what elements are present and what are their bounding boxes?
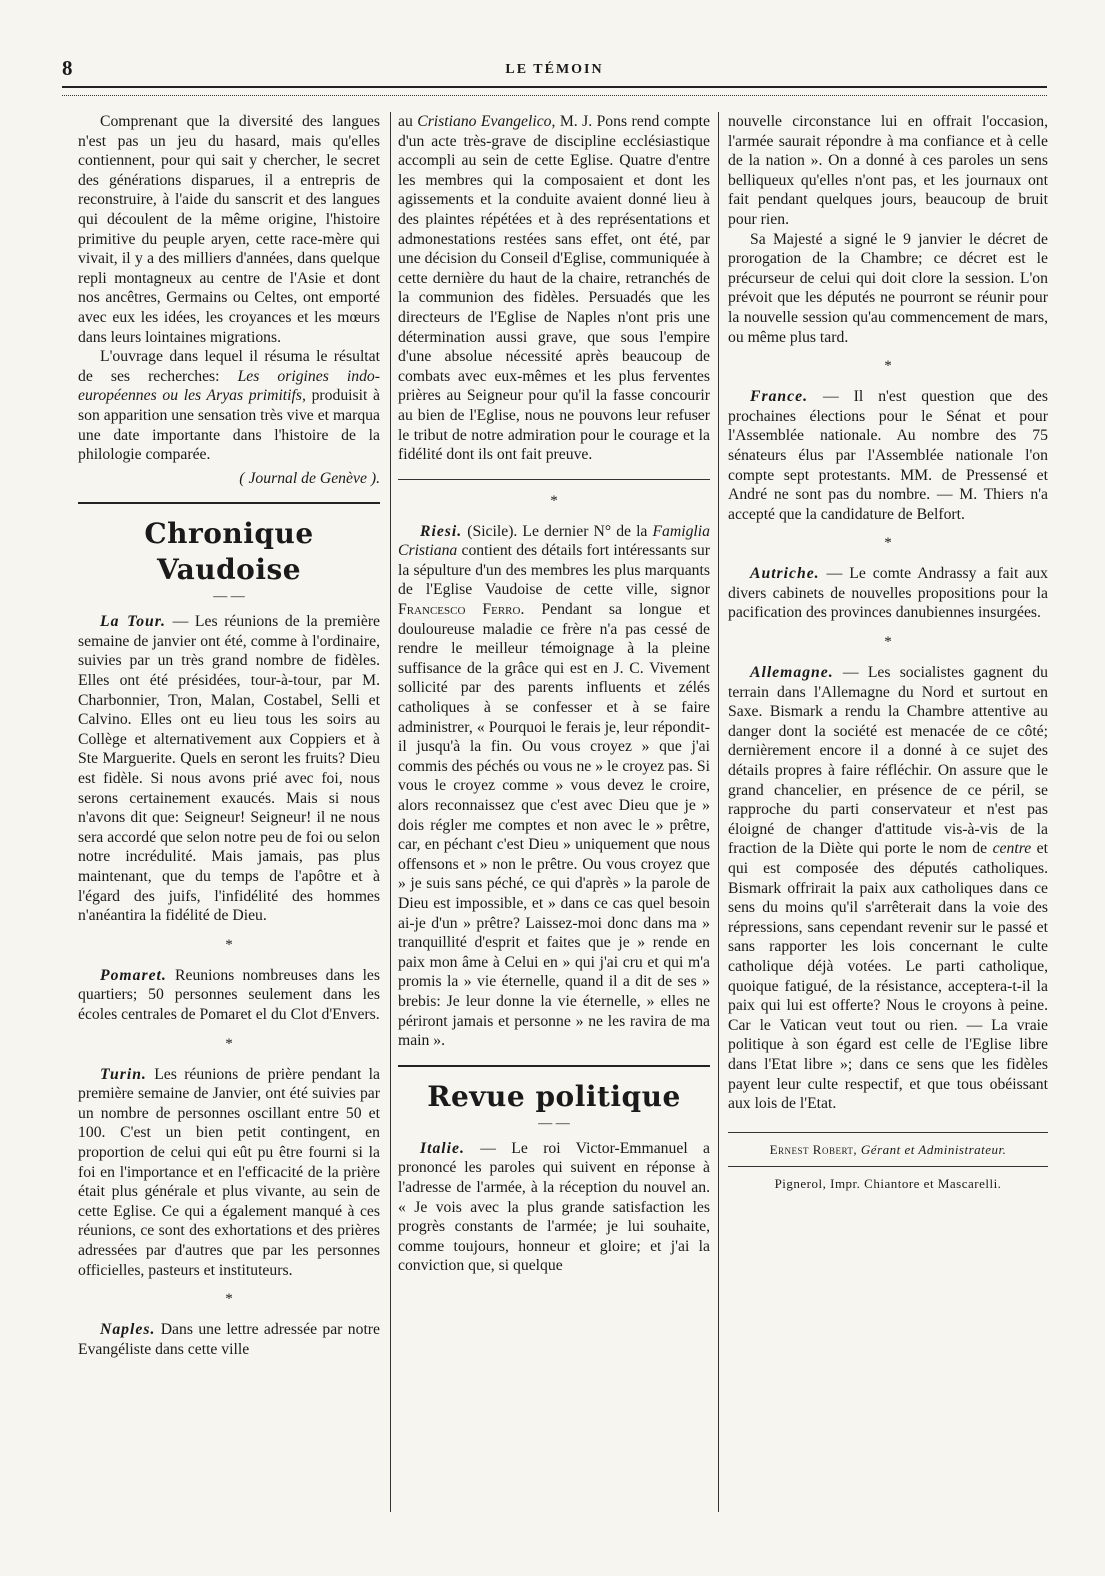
separator-star: *: [550, 492, 558, 509]
section-heading: Revue politique: [427, 1079, 681, 1113]
news-item: [398, 1139, 710, 1276]
text-run: Les réunions de prière pendant la première semaine de Janvier, ont été suivies par un nombre de personnes oscillant entre 50 et 100. C'est un bien petit contingent, en proportion de celui qui eût pu être fourni si la foi en l'importance et en l'efficacité de la prière était plus générale et plus vivante, au sein de cette Eglise. Ce qui a également manqué à ces réunions, ce sont des exhortations et des prières adressées par d'autres que par les personnes officielles, pasteurs et instituteurs.: [78, 1065, 380, 1279]
intro-paragraph: [78, 347, 380, 465]
news-item: [78, 1065, 380, 1281]
section-rule: [398, 479, 710, 480]
text-run: — Les socialistes gagnent du terrain dans l'Allemagne du Nord et surtout en Saxe. Bismark a rendu la Chambre attentive au danger dont la société est menacée de ce côté; dernièrement encore il a donné à ce sujet des détails propres à faire réfléchir. On assure que le grand chancelier, en présence de ce péril, se rapproche du parti conservateur et n'est pas éloigné de changer d'attitude vis-à-vis de la fraction de la Diète qui porte le nom de: [728, 664, 1048, 858]
country-keyword: France.: [750, 388, 808, 406]
journal-title: Famiglia Cristiana: [398, 522, 710, 560]
news-item: [728, 564, 1048, 623]
country-keyword: Autriche.: [750, 565, 820, 583]
column-3: [728, 112, 1048, 1192]
text-run: — Les réunions de la première semaine de janvier ont été, comme à l'ordinaire, suivies par un très grand nombre de fidèles. Elles ont été présidées, tour-à-tour, par M. Charbonnier, Tron, Malan, Costabel, Selli et Calvino. Elles ont eu lieu tous les soirs au Collège et alternativement aux Coppiers et à Ste Marguerite. Quels en seront les fruits? Dieu est fidèle. Si nous avons prié avec foi, nous serons certainement exaucés. Mais si nous n'avons dit que: Seigneur! Seigneur! il ne nous sera accordé que selon notre peu de foi ou selon notre incrédulité. Mais jamais, pas plus maintenant, que du temps de l'apôtre et à l'égard des juifs, l'infidélité des hommes n'anéantira la fidélité de Dieu.: [78, 613, 381, 925]
place-keyword: Turin.: [100, 1065, 147, 1083]
intro-paragraph: Comprenant que la diversité des langues n'est pas un jeu du hasard, mais qu'elles contiennent, pour qui sait y chercher, le secret des générations disparues, il a entrepris de reconstruire, à l'aide du sanscrit et des langues qui découlent de la même origine, l'histoire primitive du peuple aryen, cette race-mère qui vivait, il y a des milliers d'années, dans quelque repli montagneux au centre de l'Asie et dont nos ancêtres, Germains ou Celtes, ont emporté avec eux les idées, les croyances et les mœurs dans leurs lointaines migrations.: [78, 113, 380, 346]
place-keyword: Riesi.: [420, 522, 463, 540]
journal-title: Cristiano Evangelico: [417, 113, 552, 130]
news-item-continued: [398, 112, 710, 465]
text-run: Dans une lettre adressée par notre Evangéliste dans cette ville: [78, 1321, 380, 1358]
place-keyword: La Tour.: [100, 613, 166, 631]
place-keyword: Italie.: [420, 1139, 465, 1157]
place-keyword: Pomaret.: [100, 966, 167, 984]
newspaper-title: LE TÉMOIN: [505, 62, 604, 77]
book-title: Les origines indo-européennes ou les Aryas primitifs,: [78, 367, 380, 405]
news-item-continued: nouvelle circonstance lui en offrait l'occasion, l'armée saurait répondre à ma confiance et à celle de la nation ». On a donné à ces paroles un sens belliqueux qu'elles n'ont pas, et les journaux ont fait pendant quelques jours, beaucoup de bruit pour rien.: [728, 113, 1048, 228]
person-name: Francesco Ferro: [398, 601, 521, 619]
separator-star: *: [884, 358, 892, 375]
page-number: 8: [62, 56, 73, 80]
imprint-rule: [728, 1166, 1048, 1167]
manager-name: Ernest Robert,: [769, 1141, 858, 1157]
text-run: (Sicile). Le dernier N° de la: [462, 522, 653, 540]
text-run: , M. J. Pons rend compte d'un acte très-grave de discipline ecclésiastique accompli au sein de cette Eglise. Quatre d'entre les membres qui la composaient et dont les agissements et la conduite avaient donné lieu à des plaintes répétées et à des représentations et admonestations restées sans effet, ont été, par une décision du Conseil d'Eglise, communiquée à cette dernière du haut de la chaire, retranchés de la communion des fidèles. Persuadés que les directeurs de l'Eglise de Naples n'ont pris une détermination aussi grave, que sous l'empire d'une absolue nécessité après beaucoup de combats avec eux-mêmes et les plus ferventes prières au Seigneur pour qu'il la fasse concourir au bien de l'Eglise, nous ne pouvons leur refuser le tribut de notre admiration pour le courage et la fidélité dont ils ont fait preuve.: [398, 113, 710, 464]
country-keyword: Allemagne.: [750, 664, 834, 682]
news-item: [728, 387, 1048, 524]
separator-star: *: [884, 535, 892, 552]
imprint-rule: [728, 1132, 1048, 1133]
manager-line: [728, 1141, 1048, 1158]
news-item: [78, 612, 380, 926]
section-rule: [398, 1065, 710, 1067]
text-run: et qui est composée des députés catholiques. Bismark offrirait la paix aux catholiques dans ce sens du moins qu'il s'arrêterait dans la voie des répressions, sans cependant revenir sur le passé et sans rapporter les lois concernant le culte catholique déjà votées. Le parti catholique, quoique fatigué, de la résistance, acceptera-t-il la paix qui lui est offerte? Nous le croyons à peine. Car le Vatican veut tout ou rien. — La vraie politique à son égard est celle de l'Eglise libre dans l'Etat libre »; dans ce sens que les fidèles payent leur culte respectif, et que tous obéissant aux lois de l'Etat.: [728, 840, 1048, 1113]
heading-dash: — —: [538, 1115, 570, 1131]
news-item: [728, 663, 1048, 1114]
text-run: au: [398, 113, 418, 130]
news-item: [398, 522, 710, 1051]
emphasis: centre: [992, 840, 1032, 858]
column-2: [398, 112, 710, 1276]
text-run: . Pendant sa longue et douloureuse maladie ce frère n'a pas cessé de rendre le meilleur témoignage à la pleine suffisance de la grâce qui est en J. C. Vivement sollicité par des parents influents et zélés catholiques à se confesser et à se faire administrer, « Pourquoi le ferais je, leur répondit-il jusqu'à la fin. Ou vous croyez » que j'ai commis des péchés ou vous ne » le croyez pas. Si vous le croyez comme » vous devez le croire, alors reconnaissez que c'est avec Dieu que je » dois régler me comptes et non avec le » prêtre, car, en péchant c'est Dieu » uniquement que nous offensons et » non le prêtre. Ou vous croyez que » je suis sans péché, ce qui d'après » la parole de Dieu est impossible, et » dans ce cas quel besoin ai-je d'un » prêtre? Laissez-moi donc dans ma » tranquillité d'esprit et faites que je » rende en paix mon âme à Celui en » qui j'ai cru et qui m'a promis la » vie éternelle, quand il a dit de ses » brebis: Je leur donne la vie éternelle, » elles ne périront jamais et personne » ne les ravira de ma main ».: [398, 601, 710, 1050]
news-item: [78, 966, 380, 1025]
column-separator: [390, 112, 391, 1512]
header-rule: [62, 86, 1047, 96]
separator-star: *: [225, 1035, 233, 1052]
manager-role: Gérant et Administrateur.: [857, 1141, 1007, 1157]
column-separator: [718, 112, 719, 1512]
news-item: Sa Majesté a signé le 9 janvier le décret de prorogation de la Chambre; ce décret est le précurseur de celui qui doit clore la session. L'on prévoit que les députés ne pourront se réunir pour la nouvelle session qu'au commencement de mars, ou même plus tard.: [728, 230, 1048, 346]
text-run: — Le comte Andrassy a fait aux divers cabinets de nouvelles propositions pour la pacification des provinces danubiennes insurgées.: [728, 565, 1048, 622]
source-attribution: ( Journal de Genève ).: [239, 469, 380, 487]
text-run: — Le roi Victor-Emmanuel a prononcé les paroles qui suivent en réponse à l'adresse de l'armée, à la réception du nouvel an. « Je vois avec la plus grande satisfaction les progrès constants de l'armée; je lui souhaite, comme toujours, honneur et gloire; et j'ai la conviction que, si quelque: [398, 1139, 710, 1275]
text-run: contient des détails fort intéressants sur la sépulture d'un des membres les plus marquants de l'Eglise Vaudoise de cette ville, signor: [398, 542, 710, 599]
text-run: — Il n'est question que des prochaines élections pour le Sénat et pour l'Assemblée nationale. Au nombre des 75 sénateurs élus par l'Assemblée nationale l'on compte sept protestants. MM. de Pressensé et André ne sont pas du nombre. — M. Thiers n'a accepté que la candidature de Belfort.: [728, 388, 1048, 523]
news-item: [78, 1320, 380, 1359]
separator-star: *: [225, 1291, 233, 1308]
text-run: L'ouvrage dans lequel il résuma le résultat de ses recherches:: [78, 348, 380, 385]
column-1: [78, 112, 380, 1359]
text-run: Reunions nombreuses dans les quartiers; 50 personnes seulement dans les écoles centrales de Pomaret el du Clot d'Envers.: [78, 966, 380, 1023]
separator-star: *: [225, 936, 233, 953]
imprint: [728, 1132, 1048, 1192]
separator-star: *: [884, 634, 892, 651]
place-keyword: Naples.: [100, 1321, 156, 1339]
heading-dash: — —: [213, 589, 245, 605]
section-rule: [78, 502, 380, 504]
printer-line: Pignerol, Impr. Chiantore et Mascarelli.: [774, 1175, 1002, 1191]
text-run: produisit à son apparition une sensation très vive et marqua une date importante dans l'histoire de la philologie comparée.: [78, 387, 380, 464]
section-heading: Chronique Vaudoise: [144, 517, 314, 587]
page-header: [62, 56, 1047, 80]
